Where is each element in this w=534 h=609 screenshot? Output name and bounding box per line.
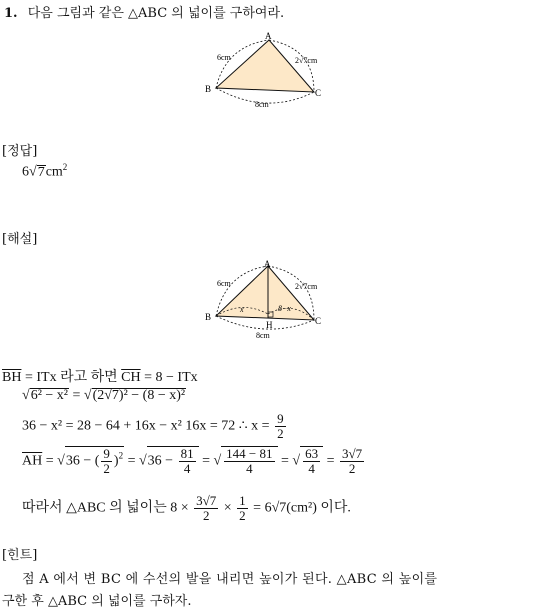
sqrt-r1: 36 − ( $\frac{9}{2}$ )$^2$: [65, 446, 124, 476]
question-line: [4, 2, 284, 21]
l5f2-den: 2: [239, 507, 246, 523]
vertex-h-label: H: [266, 320, 273, 330]
r1-text: 36 −: [65, 453, 95, 469]
vertex-b-label-2: B: [205, 312, 212, 322]
eq-1: =: [42, 453, 58, 469]
r4-den: 4: [308, 460, 315, 476]
sqrt-right: (2√7)² − (8 − x)²: [92, 388, 186, 403]
fraction-9-2: [275, 412, 286, 440]
question-text: 다음 그림과 같은 △ABC 의 넓이를 구하여라.: [27, 6, 285, 21]
line5-text-c: = 6√7(cm²) 이다.: [249, 500, 351, 516]
r1-exp: 2: [118, 450, 124, 461]
l5f1-num: 3√7: [196, 493, 217, 508]
explanation-line-2: √6² − x² = √(2√7)² − (8 − x)²: [22, 388, 186, 403]
explanation-header: [해설]: [2, 232, 38, 247]
answer-coef: 6: [22, 164, 29, 180]
triangle-abc-2: [216, 266, 314, 320]
answer-value: $6√7cm^2$: [22, 162, 68, 180]
r1-num: 9: [103, 446, 110, 461]
segment-ch: $\overline{CH}$: [121, 370, 141, 385]
explanation-line-5: [22, 494, 351, 522]
eq-4: =: [277, 453, 293, 469]
triangle-figure: [196, 28, 336, 110]
segment-bh: $\overline{BH}$: [2, 370, 22, 385]
r3-den: 4: [246, 460, 253, 476]
r1-frac: [101, 447, 112, 475]
eq-3: =: [198, 453, 214, 469]
frac-num: 9: [277, 411, 284, 426]
r4-frac: [303, 447, 320, 475]
line5-text-a: 따라서 △ABC 의 넓이는 8 ×: [22, 500, 193, 516]
r4-num: 63: [305, 446, 319, 461]
frac-den: 2: [277, 425, 284, 441]
answer-header: [정답]: [2, 144, 38, 159]
r3-frac: [224, 447, 274, 475]
answer-radicand: 7: [37, 164, 45, 180]
r5-frac: [340, 447, 364, 475]
line1-text-b: = 8 − ITx: [140, 370, 198, 385]
r5-num: 3√7: [342, 446, 363, 461]
sqrt-r2: [147, 446, 199, 475]
hint-line-2: 구한 후 △ABC 의 넓이를 구하자.: [2, 594, 192, 609]
side-ab-label-2: 6cm: [217, 279, 231, 288]
explanation-line-4: $\overline{AH} = √36$ − ( $\frac{9}{2}$ )$^2$ = √36 − $\frac{81}{4}$ = √ $\frac{144 - 81}{4}$ = √ $\frac{63}{4}$ = $\frac{3√7}{2}$: [22, 446, 363, 476]
sqrt-r3: [221, 446, 277, 475]
side-bc-label: 8cm: [255, 100, 269, 109]
answer-unit: cm: [45, 164, 63, 180]
hint-line-1: 점 A 에서 변 BC 에 수선의 발을 내리면 높이가 된다. △ABC 의 높이를: [22, 572, 438, 587]
line3-text: 36 − x² = 28 − 64 + 16x − x² 16x = 72 ∴ x =: [22, 418, 274, 434]
r2-text: 36 −: [147, 453, 177, 469]
vertex-a-label-2: A: [264, 259, 271, 269]
eq-5: =: [323, 453, 339, 469]
eq-2: =: [124, 453, 139, 469]
vertex-c-label: C: [315, 88, 322, 98]
side-ab-label: 6cm: [217, 53, 231, 62]
line2-equals: =: [68, 388, 84, 403]
sqrt-left: 6² − x²: [30, 388, 68, 403]
l5f2-num: 1: [239, 493, 246, 508]
segment-x-label: x: [240, 305, 244, 314]
r2-den: 4: [183, 460, 191, 476]
explanation-line-3: [22, 412, 288, 440]
explanation-line-1: [2, 366, 198, 386]
hint-header: [힌트]: [2, 548, 38, 563]
side-bc-label-2: 8cm: [256, 331, 270, 340]
line5-times: ×: [220, 500, 236, 516]
line5-frac-1: [194, 494, 218, 522]
line5-frac-2: [237, 494, 248, 522]
question-number: 1.: [4, 6, 18, 21]
line1-text-a: = ITx 라고 하면: [21, 370, 122, 385]
r1-den: 2: [103, 460, 110, 476]
r2-num: 81: [180, 446, 194, 461]
side-ac-label-2: 2√7cm: [295, 282, 318, 291]
segment-ah: $\overline{AH}$: [22, 453, 43, 469]
side-ac-label: 2√7cm: [295, 56, 318, 65]
vertex-c-label-2: C: [315, 316, 322, 326]
vertex-b-label: B: [205, 84, 212, 94]
triangle-figure-with-height: [196, 256, 336, 346]
sqrt-r4: [300, 446, 323, 475]
r5-den: 2: [348, 460, 356, 476]
segment-8-x-label: 8−x: [278, 304, 291, 313]
answer-exp: 2: [62, 162, 68, 172]
l5f1-den: 2: [202, 507, 210, 523]
r2-frac: [179, 447, 196, 475]
r3-num: 144 − 81: [226, 446, 273, 461]
triangle-abc: [216, 40, 314, 92]
vertex-a-label: A: [265, 31, 272, 41]
